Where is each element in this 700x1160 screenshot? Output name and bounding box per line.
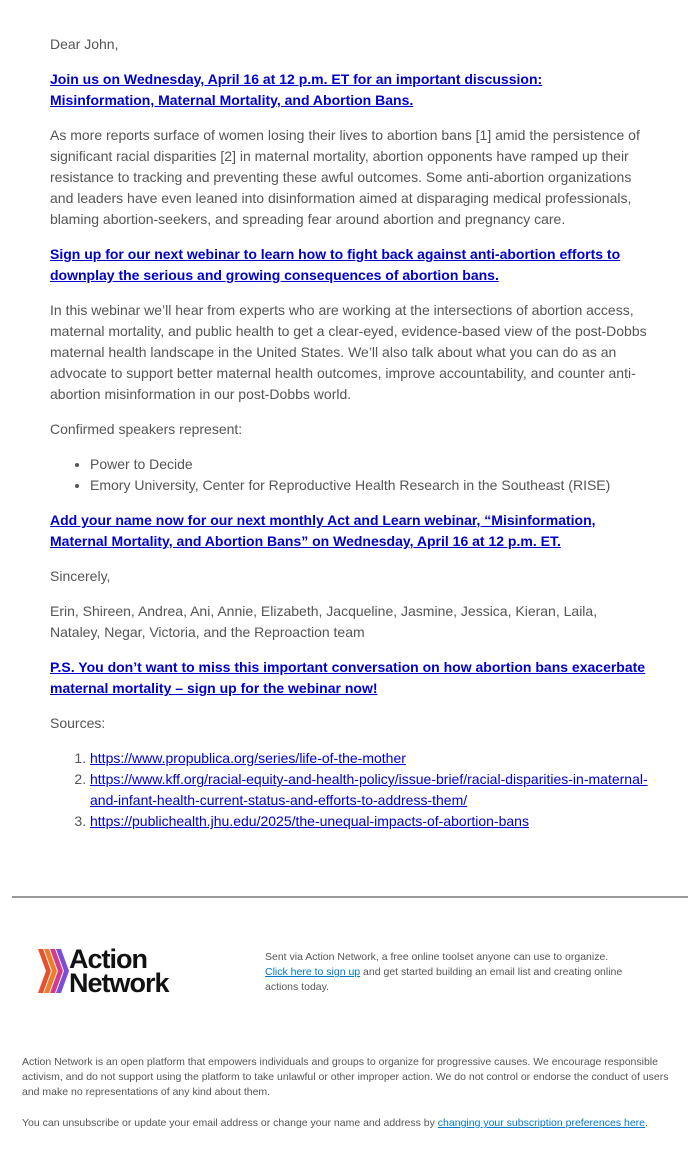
list-item	[90, 811, 650, 832]
source-link-3[interactable]: https://publichealth.jhu.edu/2025/the-unequal-impacts-of-abortion-bans	[90, 813, 529, 829]
subscription-preferences-link[interactable]: changing your subscription preferences here	[437, 1117, 646, 1129]
signatories: Erin, Shireen, Andrea, Ani, Annie, Elizabeth, Jacqueline, Jasmine, Jessica, Kieran, Laila, Nataley, Negar, Victoria, and the Reproaction team	[50, 603, 598, 640]
sources-label: Sources:	[50, 715, 106, 731]
list-item: • Power to Decide	[90, 454, 650, 475]
platform-disclaimer: Action Network is an open platform that empowers individuals and groups to organize for progressive causes. We encourage responsible activism, and do not support using the platform to take unlawful or other improper action. We do not control or endorse the conduct of users and make no representations of any kind about them.	[22, 1056, 669, 1098]
speakers-intro: Confirmed speakers represent:	[50, 421, 243, 437]
sent-via-intro: Sent via Action Network, a free online toolset anyone can use to organize.	[265, 951, 609, 963]
sources-list	[50, 748, 650, 832]
webinar-paragraph: In this webinar we’ll hear from experts who are working at the intersections of abortion access, maternal mortality, and public health to get a clear-eyed, evidence-based view of the post-Dobbs maternal health landscape in the United States. We’ll also talk about what you can do as an advocate to support better maternal health outcomes, improve accountability, and counter anti-abortion misinformation in our post-Dobbs world.	[50, 302, 647, 402]
ps-signup-link[interactable]: P.S. You don’t want to miss this important conversation on how abortion bans exacerbate maternal mortality – sign up for the webinar now!	[50, 659, 646, 696]
unsubscribe-notice	[22, 1116, 692, 1131]
signoff: Sincerely,	[50, 568, 111, 584]
webinar-cta-link-3[interactable]: Add your name now for our next monthly Act and Learn webinar, “Misinformation, Maternal Mortality, and Abortion Bans” on Wednesday, April 16 at 12 p.m. ET.	[50, 512, 596, 549]
unsub-end: .	[645, 1117, 648, 1129]
signup-suffix: and get started building an email list and creating online actions today.	[265, 966, 623, 993]
action-network-logo[interactable]	[38, 946, 198, 998]
list-item	[90, 769, 650, 811]
webinar-cta-link-2[interactable]: Sign up for our next webinar to learn how to fight back against anti-abortion efforts to downplay the serious and growing consequences of abortion bans.	[50, 246, 621, 283]
list-item: • Emory University, Center for Reproductive Health Research in the Southeast (RISE)	[90, 475, 650, 496]
source-link-1[interactable]: https://www.propublica.org/series/life-of-the-mother	[90, 750, 406, 766]
logo-word-action: Action	[69, 944, 147, 974]
email-content	[50, 34, 650, 832]
webinar-cta-link-1[interactable]: Join us on Wednesday, April 16 at 12 p.m. ET for an important discussion: Misinformation, Maternal Mortality, and Abortion Bans.	[50, 71, 543, 108]
intro-paragraph: As more reports surface of women losing their lives to abortion bans [1] amid the persistence of significant racial disparities [2] in maternal mortality, abortion opponents have ramped up their resistance to tracking and preventing these awful outcomes. Some anti-abortion organizations and leaders have even leaned into disinformation aimed at disparaging medical professionals, blaming abortion-seekers, and spreading fear around abortion and pregnancy care.	[50, 127, 640, 227]
greeting: Dear John,	[50, 36, 119, 52]
list-item	[90, 748, 650, 769]
source-link-2[interactable]: https://www.kff.org/racial-equity-and-health-policy/issue-brief/racial-disparities-in-maternal-and-infant-health-current-status-and-efforts-to-address-them/	[90, 771, 648, 808]
sent-via-text	[265, 950, 635, 995]
footer-divider	[12, 896, 688, 898]
logo-chevrons-icon	[38, 946, 70, 996]
speakers-list	[50, 454, 650, 496]
logo-word-network: Network	[69, 968, 169, 998]
unsub-text: You can unsubscribe or update your email address or change your name and address by	[22, 1117, 438, 1129]
signup-link[interactable]: Click here to sign up	[265, 966, 361, 978]
